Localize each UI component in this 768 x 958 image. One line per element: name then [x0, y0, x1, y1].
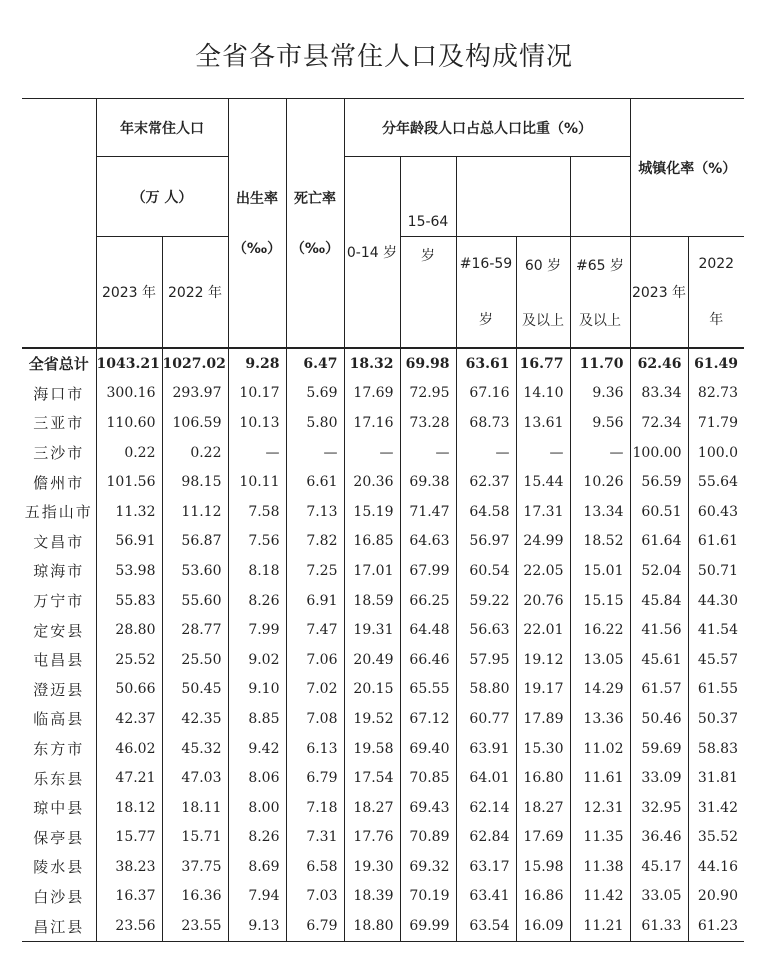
- value-cell: 19.30: [344, 852, 400, 882]
- value-cell: 55.64: [688, 467, 744, 497]
- value-cell: 37.75: [162, 852, 228, 882]
- region-name: 乐东县: [33, 769, 85, 788]
- value-cell: 15.30: [516, 734, 570, 764]
- value-cell: 5.80: [286, 408, 344, 438]
- value-cell: 69.38: [400, 467, 456, 497]
- value-cell: 9.02: [228, 645, 286, 675]
- value-cell: 61.23: [688, 911, 744, 941]
- region-name: 海口市: [33, 384, 85, 403]
- value-cell: 61.57: [630, 675, 688, 705]
- value-cell: 55.83: [96, 586, 162, 616]
- value-cell: 69.40: [400, 734, 456, 764]
- value-cell: 9.13: [228, 911, 286, 941]
- header-urban-2022: [688, 237, 744, 349]
- region-name: 五指山市: [24, 503, 93, 522]
- header-age-15-64-suffix: 岁: [400, 237, 456, 349]
- value-cell: 18.39: [344, 882, 400, 912]
- value-cell: 17.69: [516, 823, 570, 853]
- value-cell: 31.81: [688, 763, 744, 793]
- value-cell: 6.91: [286, 586, 344, 616]
- value-cell: 17.76: [344, 823, 400, 853]
- value-cell: 53.98: [96, 556, 162, 586]
- table-row: [22, 734, 744, 764]
- value-cell: 17.89: [516, 704, 570, 734]
- region-name: 全省总计: [22, 348, 96, 379]
- value-cell: 17.54: [344, 763, 400, 793]
- death-rate-label: 死亡率: [294, 191, 336, 207]
- value-cell: 11.12: [162, 497, 228, 527]
- value-cell: 65.55: [400, 675, 456, 705]
- population-table: [22, 98, 744, 942]
- table-row: [22, 408, 744, 438]
- value-cell: 7.18: [286, 793, 344, 823]
- value-cell: 18.32: [344, 348, 400, 379]
- value-cell: 64.58: [456, 497, 516, 527]
- header-spacer: [456, 157, 570, 237]
- value-cell: 10.26: [570, 467, 630, 497]
- value-cell: 19.17: [516, 675, 570, 705]
- value-cell: 50.71: [688, 556, 744, 586]
- value-cell: 18.12: [96, 793, 162, 823]
- value-cell: —: [228, 438, 286, 468]
- age-60-suffix: 及以上: [522, 312, 564, 329]
- age-16-59-label: #16-59: [459, 255, 513, 272]
- value-cell: 7.56: [228, 527, 286, 557]
- header-population: 年末常住人口: [96, 99, 228, 157]
- page-title: 全省各市县常住人口及构成情况: [194, 42, 573, 72]
- value-cell: 17.16: [344, 408, 400, 438]
- value-cell: 101.56: [96, 467, 162, 497]
- value-cell: 28.80: [96, 615, 162, 645]
- value-cell: 63.17: [456, 852, 516, 882]
- value-cell: 56.87: [162, 527, 228, 557]
- value-cell: 0.22: [162, 438, 228, 468]
- value-cell: 59.22: [456, 586, 516, 616]
- value-cell: 6.61: [286, 467, 344, 497]
- value-cell: 6.47: [286, 348, 344, 379]
- value-cell: 61.55: [688, 675, 744, 705]
- value-cell: 7.02: [286, 675, 344, 705]
- region-name: 陵水县: [33, 858, 85, 877]
- value-cell: 100.0: [688, 438, 744, 468]
- value-cell: 69.32: [400, 852, 456, 882]
- value-cell: 64.01: [456, 763, 516, 793]
- region-name: 保亭县: [33, 828, 85, 847]
- value-cell: 61.64: [630, 527, 688, 557]
- value-cell: 11.61: [570, 763, 630, 793]
- value-cell: 33.05: [630, 882, 688, 912]
- header-pop-2022: 2022 年: [162, 237, 228, 349]
- value-cell: 16.09: [516, 911, 570, 941]
- value-cell: 106.59: [162, 408, 228, 438]
- value-cell: 110.60: [96, 408, 162, 438]
- value-cell: 67.16: [456, 379, 516, 409]
- value-cell: 64.63: [400, 527, 456, 557]
- value-cell: 17.01: [344, 556, 400, 586]
- value-cell: 61.49: [688, 348, 744, 379]
- region-name: 琼海市: [33, 562, 85, 581]
- value-cell: 1027.02: [162, 348, 228, 379]
- value-cell: 70.19: [400, 882, 456, 912]
- value-cell: —: [516, 438, 570, 468]
- value-cell: 8.06: [228, 763, 286, 793]
- value-cell: 8.18: [228, 556, 286, 586]
- value-cell: 7.25: [286, 556, 344, 586]
- value-cell: 23.56: [96, 911, 162, 941]
- value-cell: 7.13: [286, 497, 344, 527]
- header-urban: 城镇化率（%）: [630, 99, 744, 237]
- value-cell: 42.37: [96, 704, 162, 734]
- value-cell: 60.77: [456, 704, 516, 734]
- region-name: 屯昌县: [33, 651, 85, 670]
- region-name: 定安县: [33, 621, 85, 640]
- value-cell: 11.42: [570, 882, 630, 912]
- value-cell: 56.97: [456, 527, 516, 557]
- value-cell: 293.97: [162, 379, 228, 409]
- value-cell: 9.36: [570, 379, 630, 409]
- value-cell: 1043.21: [96, 348, 162, 379]
- table-row: [22, 497, 744, 527]
- value-cell: 47.03: [162, 763, 228, 793]
- value-cell: 72.95: [400, 379, 456, 409]
- value-cell: 7.58: [228, 497, 286, 527]
- value-cell: 8.00: [228, 793, 286, 823]
- value-cell: —: [570, 438, 630, 468]
- value-cell: 16.77: [516, 348, 570, 379]
- value-cell: 82.73: [688, 379, 744, 409]
- region-name: 东方市: [33, 740, 85, 759]
- value-cell: 7.06: [286, 645, 344, 675]
- age-65-label: #65 岁: [576, 257, 624, 274]
- value-cell: 9.56: [570, 408, 630, 438]
- value-cell: 8.26: [228, 823, 286, 853]
- value-cell: 73.28: [400, 408, 456, 438]
- value-cell: 38.23: [96, 852, 162, 882]
- value-cell: 20.36: [344, 467, 400, 497]
- value-cell: 45.57: [688, 645, 744, 675]
- value-cell: 32.95: [630, 793, 688, 823]
- table-row: [22, 823, 744, 853]
- value-cell: 69.43: [400, 793, 456, 823]
- value-cell: —: [286, 438, 344, 468]
- value-cell: 59.69: [630, 734, 688, 764]
- value-cell: 11.38: [570, 852, 630, 882]
- value-cell: —: [344, 438, 400, 468]
- value-cell: 58.80: [456, 675, 516, 705]
- value-cell: 61.61: [688, 527, 744, 557]
- value-cell: 20.15: [344, 675, 400, 705]
- value-cell: 14.29: [570, 675, 630, 705]
- value-cell: 10.11: [228, 467, 286, 497]
- value-cell: 62.46: [630, 348, 688, 379]
- value-cell: 15.01: [570, 556, 630, 586]
- value-cell: 8.69: [228, 852, 286, 882]
- value-cell: 8.26: [228, 586, 286, 616]
- value-cell: 22.05: [516, 556, 570, 586]
- table-row: [22, 645, 744, 675]
- value-cell: 69.98: [400, 348, 456, 379]
- value-cell: 7.47: [286, 615, 344, 645]
- value-cell: 60.54: [456, 556, 516, 586]
- value-cell: 42.35: [162, 704, 228, 734]
- header-age-60: [516, 237, 570, 349]
- value-cell: 31.42: [688, 793, 744, 823]
- table-row: [22, 527, 744, 557]
- table-row: [22, 615, 744, 645]
- value-cell: 11.21: [570, 911, 630, 941]
- value-cell: 24.99: [516, 527, 570, 557]
- value-cell: 7.99: [228, 615, 286, 645]
- value-cell: 18.52: [570, 527, 630, 557]
- table-row: [22, 556, 744, 586]
- value-cell: —: [400, 438, 456, 468]
- value-cell: 50.45: [162, 675, 228, 705]
- value-cell: 16.86: [516, 882, 570, 912]
- value-cell: 66.46: [400, 645, 456, 675]
- value-cell: 20.76: [516, 586, 570, 616]
- value-cell: 66.25: [400, 586, 456, 616]
- value-cell: 19.58: [344, 734, 400, 764]
- age-60-label: 60 岁: [524, 257, 562, 274]
- region-name: 儋州市: [33, 473, 85, 492]
- value-cell: 15.44: [516, 467, 570, 497]
- value-cell: 19.31: [344, 615, 400, 645]
- region-name: 琼中县: [33, 799, 85, 818]
- value-cell: 5.69: [286, 379, 344, 409]
- value-cell: 47.21: [96, 763, 162, 793]
- value-cell: 9.42: [228, 734, 286, 764]
- value-cell: 15.77: [96, 823, 162, 853]
- value-cell: 9.10: [228, 675, 286, 705]
- value-cell: 13.36: [570, 704, 630, 734]
- table-row: [22, 763, 744, 793]
- header-age-0-14: 0-14 岁: [344, 157, 400, 349]
- value-cell: 6.79: [286, 763, 344, 793]
- value-cell: 300.16: [96, 379, 162, 409]
- region-name: 三亚市: [33, 414, 85, 433]
- birth-rate-label: 出生率: [236, 191, 278, 207]
- value-cell: 35.52: [688, 823, 744, 853]
- value-cell: 67.99: [400, 556, 456, 586]
- value-cell: 14.10: [516, 379, 570, 409]
- table-row: [22, 704, 744, 734]
- header-population-unit: （万 人）: [96, 157, 228, 237]
- value-cell: 16.85: [344, 527, 400, 557]
- region-name: 三沙市: [33, 444, 85, 463]
- value-cell: 41.56: [630, 615, 688, 645]
- birth-rate-unit: （‰）: [232, 241, 282, 257]
- table-row: [22, 438, 744, 468]
- value-cell: 45.32: [162, 734, 228, 764]
- value-cell: 22.01: [516, 615, 570, 645]
- region-name: 万宁市: [33, 592, 85, 611]
- value-cell: 11.70: [570, 348, 630, 379]
- age-65-suffix: 及以上: [579, 312, 621, 329]
- value-cell: 50.46: [630, 704, 688, 734]
- value-cell: 10.13: [228, 408, 286, 438]
- value-cell: 45.17: [630, 852, 688, 882]
- value-cell: 46.02: [96, 734, 162, 764]
- value-cell: 71.79: [688, 408, 744, 438]
- value-cell: 19.12: [516, 645, 570, 675]
- value-cell: 53.60: [162, 556, 228, 586]
- value-cell: 16.37: [96, 882, 162, 912]
- value-cell: 7.31: [286, 823, 344, 853]
- value-cell: 10.17: [228, 379, 286, 409]
- value-cell: 50.37: [688, 704, 744, 734]
- value-cell: 28.77: [162, 615, 228, 645]
- table-row: [22, 586, 744, 616]
- value-cell: 61.33: [630, 911, 688, 941]
- value-cell: 9.28: [228, 348, 286, 379]
- value-cell: 63.91: [456, 734, 516, 764]
- table-body: [22, 348, 744, 941]
- value-cell: 63.41: [456, 882, 516, 912]
- value-cell: 62.84: [456, 823, 516, 853]
- value-cell: 98.15: [162, 467, 228, 497]
- value-cell: 13.61: [516, 408, 570, 438]
- value-cell: 13.05: [570, 645, 630, 675]
- value-cell: 25.50: [162, 645, 228, 675]
- region-name: 白沙县: [33, 887, 85, 906]
- value-cell: 18.27: [344, 793, 400, 823]
- urban-2022-label: 2022: [698, 255, 735, 272]
- value-cell: 64.48: [400, 615, 456, 645]
- header-age-share: 分年龄段人口占总人口比重（%）: [344, 99, 630, 157]
- region-name: 澄迈县: [33, 680, 85, 699]
- value-cell: 44.16: [688, 852, 744, 882]
- value-cell: 56.63: [456, 615, 516, 645]
- value-cell: 50.66: [96, 675, 162, 705]
- value-cell: 71.47: [400, 497, 456, 527]
- table-header: [22, 99, 744, 349]
- value-cell: 15.15: [570, 586, 630, 616]
- header-death-rate: [286, 99, 344, 349]
- value-cell: 62.14: [456, 793, 516, 823]
- value-cell: 45.84: [630, 586, 688, 616]
- region-name: 文昌市: [33, 532, 85, 551]
- value-cell: 6.79: [286, 911, 344, 941]
- value-cell: 20.90: [688, 882, 744, 912]
- value-cell: 0.22: [96, 438, 162, 468]
- value-cell: 45.61: [630, 645, 688, 675]
- value-cell: 60.43: [688, 497, 744, 527]
- age-16-59-suffix: 岁: [479, 311, 493, 328]
- value-cell: 16.36: [162, 882, 228, 912]
- value-cell: 67.12: [400, 704, 456, 734]
- value-cell: 33.09: [630, 763, 688, 793]
- value-cell: 16.80: [516, 763, 570, 793]
- region-name: 临高县: [33, 710, 85, 729]
- region-name: 昌江县: [22, 911, 96, 941]
- value-cell: 100.00: [630, 438, 688, 468]
- value-cell: 70.89: [400, 823, 456, 853]
- value-cell: 7.03: [286, 882, 344, 912]
- value-cell: 17.31: [516, 497, 570, 527]
- value-cell: 72.34: [630, 408, 688, 438]
- value-cell: 57.95: [456, 645, 516, 675]
- value-cell: 83.34: [630, 379, 688, 409]
- table-row: [22, 793, 744, 823]
- value-cell: 18.11: [162, 793, 228, 823]
- value-cell: 23.55: [162, 911, 228, 941]
- value-cell: 13.34: [570, 497, 630, 527]
- value-cell: 19.52: [344, 704, 400, 734]
- value-cell: 56.91: [96, 527, 162, 557]
- value-cell: 63.54: [456, 911, 516, 941]
- corner-cell: [22, 99, 96, 349]
- header-age-15-64: 15-64: [400, 157, 456, 237]
- table-row: [22, 852, 744, 882]
- urban-2022-suffix: 年: [709, 311, 724, 328]
- header-urban-2023: 2023 年: [630, 237, 688, 349]
- header-age-60-spacer: [570, 157, 630, 237]
- value-cell: 25.52: [96, 645, 162, 675]
- value-cell: 44.30: [688, 586, 744, 616]
- value-cell: 62.37: [456, 467, 516, 497]
- value-cell: 68.73: [456, 408, 516, 438]
- value-cell: 69.99: [400, 911, 456, 941]
- value-cell: 7.08: [286, 704, 344, 734]
- value-cell: 7.94: [228, 882, 286, 912]
- value-cell: 6.13: [286, 734, 344, 764]
- value-cell: 16.22: [570, 615, 630, 645]
- value-cell: 11.32: [96, 497, 162, 527]
- value-cell: 60.51: [630, 497, 688, 527]
- table-row: [22, 675, 744, 705]
- value-cell: 18.27: [516, 793, 570, 823]
- header-birth-rate: [228, 99, 286, 349]
- value-cell: 20.49: [344, 645, 400, 675]
- table-row: [22, 911, 744, 941]
- value-cell: 70.85: [400, 763, 456, 793]
- value-cell: 15.98: [516, 852, 570, 882]
- table-row: [22, 379, 744, 409]
- value-cell: 36.46: [630, 823, 688, 853]
- value-cell: 55.60: [162, 586, 228, 616]
- value-cell: 6.58: [286, 852, 344, 882]
- value-cell: 8.85: [228, 704, 286, 734]
- value-cell: 63.61: [456, 348, 516, 379]
- total-row: [22, 348, 744, 379]
- table-row: [22, 882, 744, 912]
- header-age-65: [570, 237, 630, 349]
- value-cell: 7.82: [286, 527, 344, 557]
- value-cell: 52.04: [630, 556, 688, 586]
- header-age-16-59: [456, 237, 516, 349]
- death-rate-unit: （‰）: [290, 241, 340, 257]
- value-cell: —: [456, 438, 516, 468]
- value-cell: 56.59: [630, 467, 688, 497]
- value-cell: 17.69: [344, 379, 400, 409]
- header-pop-2023: 2023 年: [96, 237, 162, 349]
- value-cell: 18.80: [344, 911, 400, 941]
- value-cell: 58.83: [688, 734, 744, 764]
- value-cell: 11.02: [570, 734, 630, 764]
- value-cell: 41.54: [688, 615, 744, 645]
- value-cell: 15.19: [344, 497, 400, 527]
- table-row: [22, 467, 744, 497]
- value-cell: 11.35: [570, 823, 630, 853]
- value-cell: 12.31: [570, 793, 630, 823]
- value-cell: 18.59: [344, 586, 400, 616]
- value-cell: 15.71: [162, 823, 228, 853]
